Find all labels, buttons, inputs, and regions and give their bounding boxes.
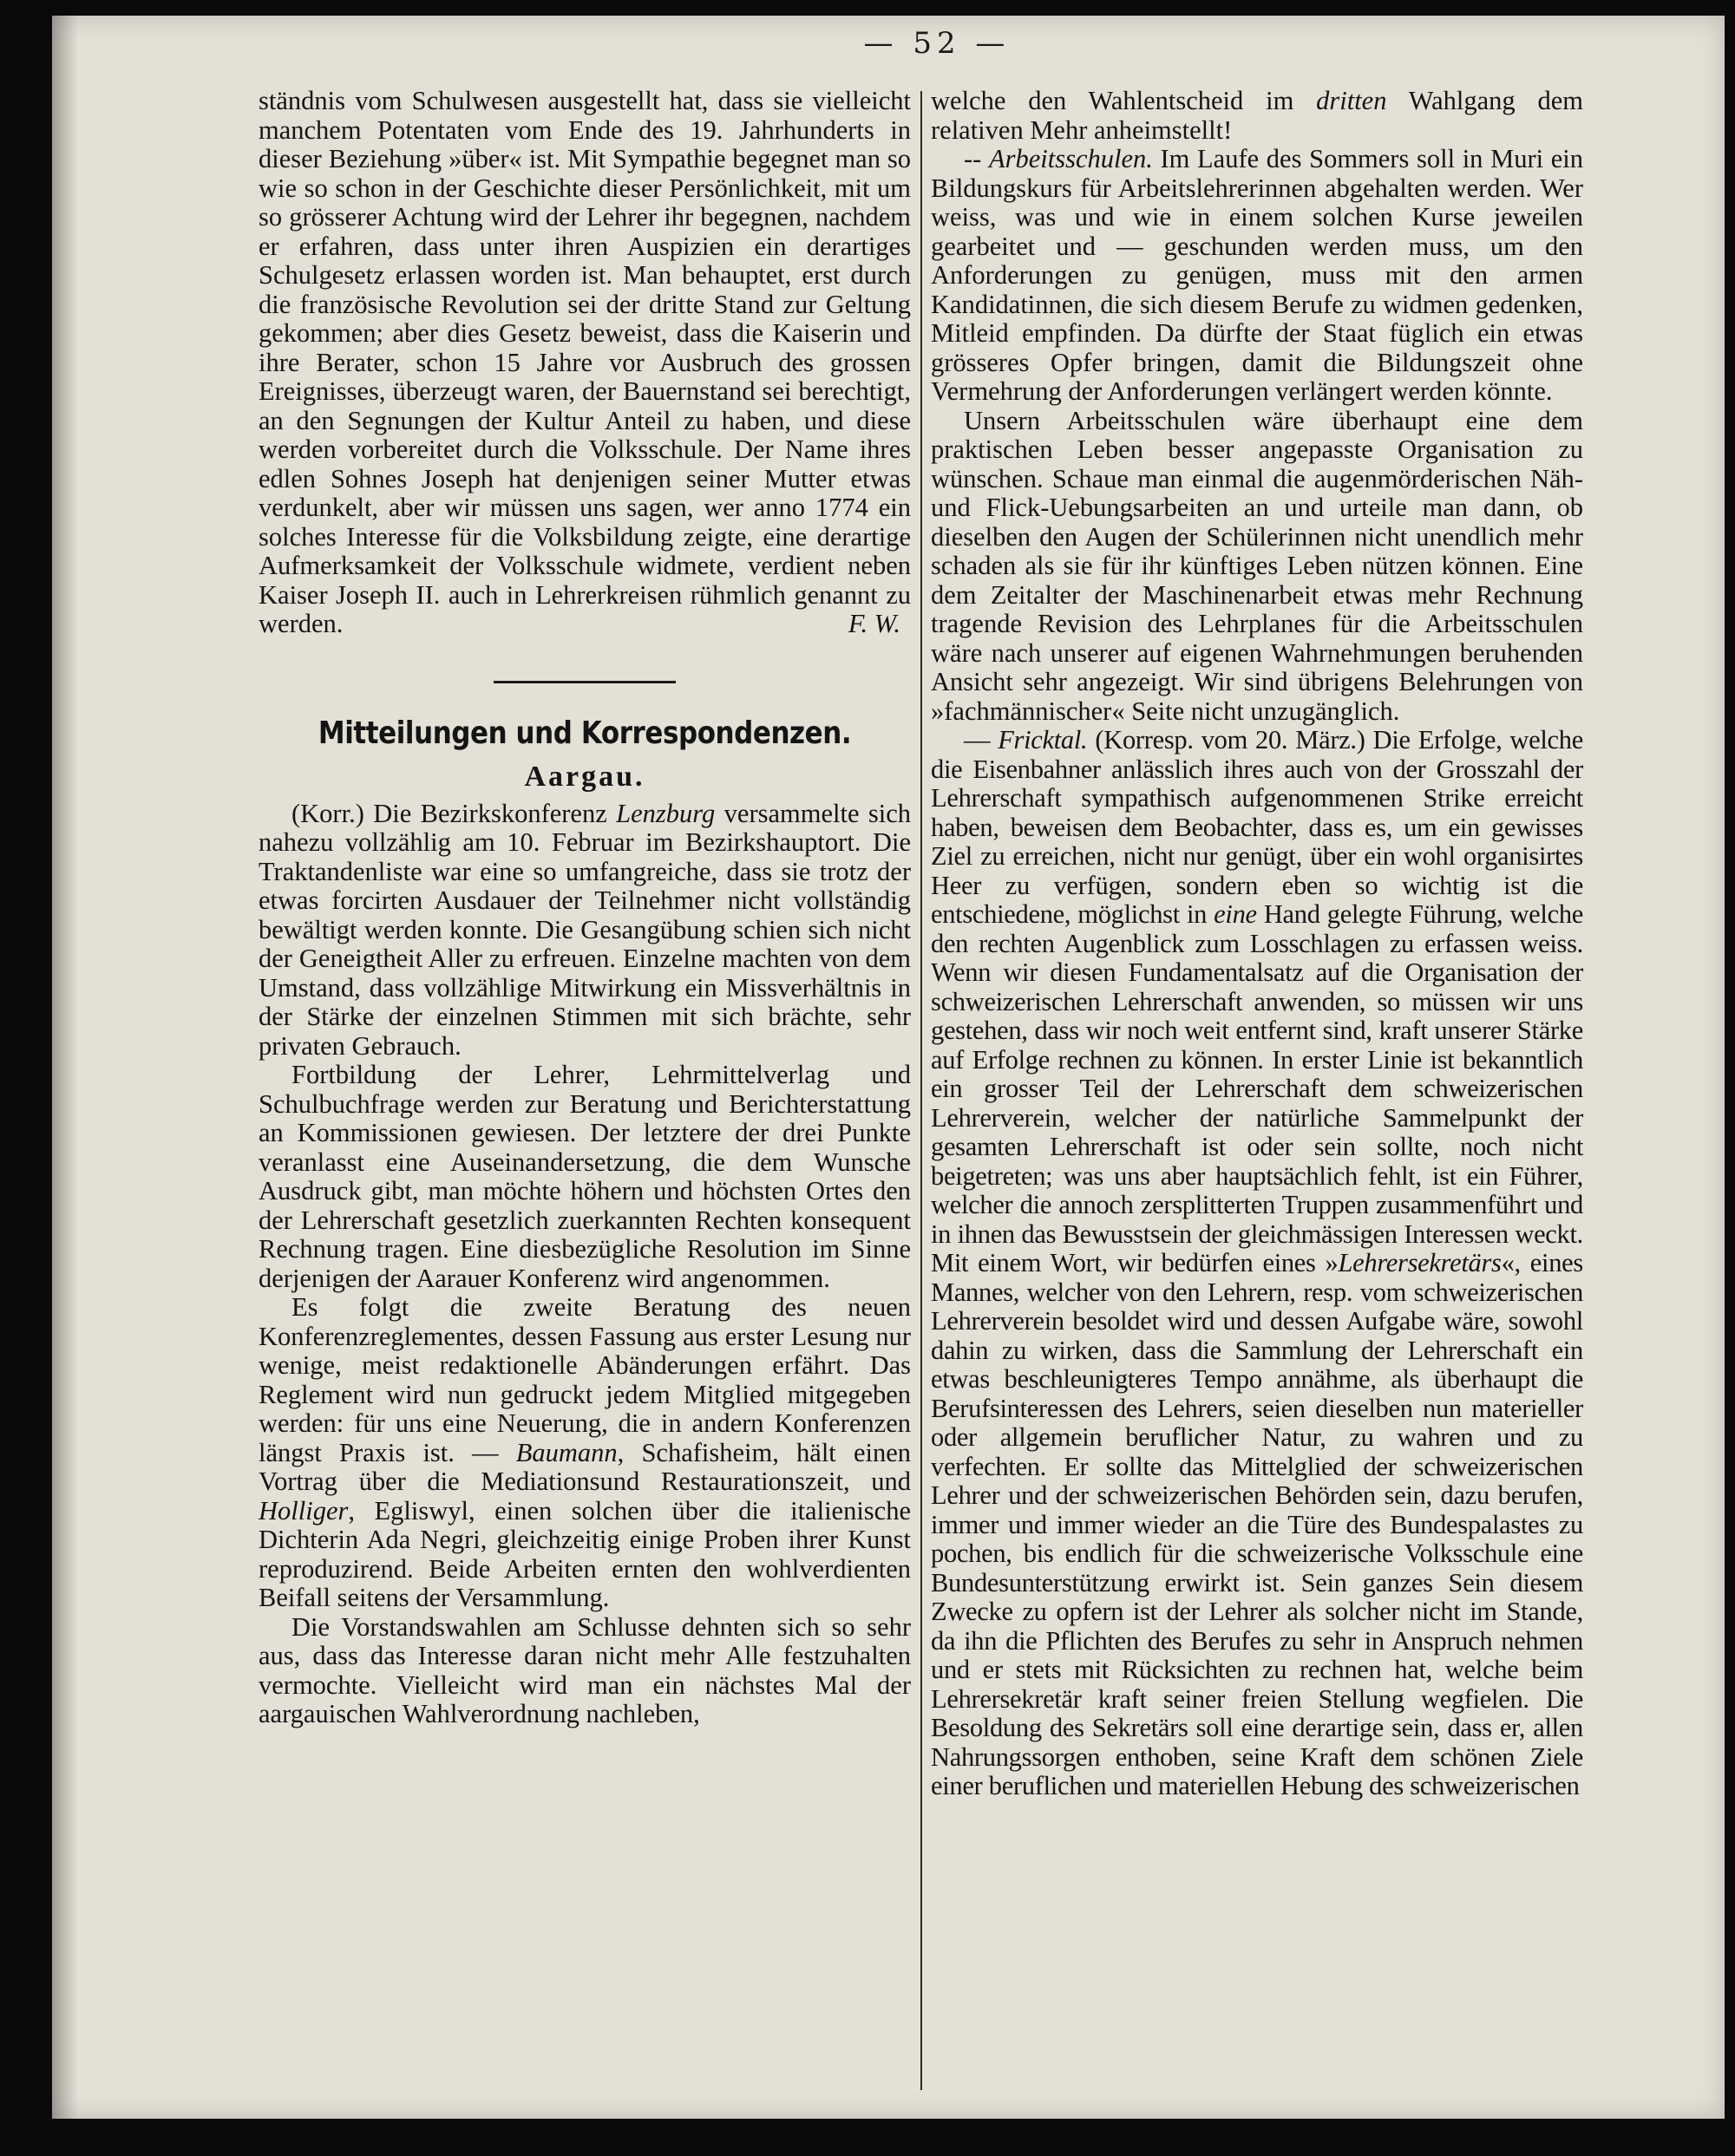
section-title: Mitteilungen und Korrespondenzen. (318, 715, 852, 751)
person-name: Baumann (515, 1437, 618, 1467)
paragraph-organisation: Unsern Arbeitsschulen wäre überhaupt eine dem praktischen Leben besser angepasste Organisation zu wünschen. Schaue man einmal die augenmörderischen Näh- und Flick-Uebungsarbeiten an und urteile man dann, ob dieselben den Augen der Schülerinnen nicht unendlich mehr schaden als sie für ihr künftiges Leben nützen können. Eine dem Zeitalter der Maschinenarbeit etwas mehr Rechnung tragende Revision des Lehrplanes für die Arbeitsschulen wäre nach unserer auf eigenen Wahrnehmungen beruhenden Ansicht sehr angezeigt. Wir sind übrigens Belehrungen von »fachmännischer« Seite nicht unzugänglich. (931, 405, 1583, 726)
place-name: Lenzburg (616, 798, 716, 828)
paragraph-arbeitsschulen: -- Arbeitsschulen. Im Laufe des Sommers soll in Muri ein Bildungskurs für Arbeitslehrerinnen abgehalten werden. Wer weiss, was und wie in einem solchen Kurse jeweilen gearbeitet und — geschunden werden muss, um den Anforderungen zu genügen, muss mit den armen Kandidatinnen, die sich diesem Berufe zu widmen gedenken, Mitleid empfinden. Da dürfte der Staat füglich ein etwas grösseres Opfer bringen, damit die Bildungszeit ohne Vermehrung der Anforderungen verlängert werden könnte. (931, 144, 1583, 406)
paragraph-fricktal: — Fricktal. (Korresp. vom 20. März.) Die Erfolge, welche die Eisenbahner anlässlich ihres auch von der Grosszahl der Lehrerschaft sympathisch aufgenommenen Strike erreicht haben, beweisen dem Beobachter, dass es, um ein gewisses Ziel zu erreichen, nicht nur genügt, über ein wohl organisirtes Heer zu verfügen, sondern eben so wichtig ist die entschiedene, möglichst in eine Hand gelegte Führung, welche den rechten Augenblick zum Losschlagen zu erfassen weiss. Wenn wir diesen Fundamentalsatz auf die Organisation der schweizerischen Lehrerschaft anwenden, so müssen wir uns gestehen, dass wir noch weit entfernt sind, kraft unserer Stärke auf Erfolge rechnen zu können. In erster Linie ist bekanntlich ein grosser Teil der Lehrerschaft dem schweizerischen Lehrerverein, welcher der natürliche Sammelpunkt der gesamten Lehrerschaft ist oder sein sollte, noch nicht beigetreten; was uns aber hauptsächlich fehlt, ist ein Führer, welcher die annoch zersplitterten Truppen zusammenführt und in ihnen das Bewusstsein der gleichmässigen Interessen weckt. Mit einem Wort, wir bedürfen eines »Lehrersekretärs«, eines Mannes, welcher von den Lehrern, resp. vom schweizerischen Lehrerverein besoldet wird und dessen Aufgabe wäre, sowohl dahin zu wirken, dass die Sammlung der Lehrerschaft ein etwas beschleunigteres Tempo annähme, als überhaupt die Berufsinteressen des Lehrers, seien dieselben nun materieller oder allgemein beruflicher Natur, zu wahren und zu verfechten. Er sollte das Mittelglied der schweizerischen Lehrer und der schweizerischen Behörden sein, dazu berufen, immer und immer wieder an die Türe des Bundespalastes zu pochen, bis endlich für die schweizerische Volksschule eine Bundesunterstützung erwirkt ist. Sein ganzes Sein diesem Zwecke zu opfern ist der Lehrer als solcher nicht im Stande, da ihn die Pflichten des Berufes zu sehr in Anspruch nehmen und er stets mit Rücksichten zu rechnen hat, welche beim Lehrersekretär kraft seiner freien Stellung wegfielen. Die Besoldung des Sekretärs soll eine derartige sein, dass er, allen Nahrungssorgen enthoben, seine Kraft dem schönen Ziele einer beruflichen und materiellen Hebung des schweizerischen (931, 725, 1584, 1800)
column-divider (920, 91, 922, 2090)
left-column (259, 87, 911, 1729)
section-divider (494, 681, 676, 683)
page-number: — 52 — (863, 26, 1011, 61)
signature: F. W. (848, 609, 900, 638)
right-column (931, 87, 1583, 1801)
canton-heading: Aargau. (524, 760, 645, 793)
paragraph-vorstandswahlen: Die Vorstandswahlen am Schlusse dehnten sich so sehr aus, dass das Interesse daran nicht mehr Alle festzuhalten vermochte. Vielleicht wird man ein nächstes Mal der aargauischen Wahlverordnung nachleben, (259, 1611, 911, 1728)
rubric-label: Arbeitsschulen. (988, 144, 1153, 173)
paragraph-reglement: Es folgt die zweite Beratung des neuen Konferenzreglementes, dessen Fassung aus erster Lesung nur wenige, meist redaktionelle Abänderungen erfährt. Das Reglement wird nun gedruckt jedem Mitglied mitgegeben werden: für uns eine Neuerung, die in andern Konferenzen längst Praxis ist. — Baumann, Schafisheim, hält einen Vortrag über die Mediationsund Restaurationszeit, und Holliger, Egliswyl, einen solchen über die italienische Dichterin Ada Negri, gleichzeitig einige Proben ihrer Kunst reproduzirend. Beide Arbeiten ernten den wohlverdienten Beifall seitens der Versammlung. (259, 1292, 912, 1612)
rubric-label: Fricktal. (998, 725, 1088, 755)
paragraph-schulwesen: ständnis vom Schulwesen ausgestellt hat, dass sie vielleicht manchem Potentaten vom Ende des 19. Jahrhunderts in dieser Beziehung »über« ist. Mit Sympathie begegnet man so wie so schon in der Geschichte dieser Persönlichkeit, mit um so grösserer Achtung wird der Lehrer ihr begegnen, nachdem er erfahren, dass unter ihren Auspizien ein derartiges Schulgesetz erlassen worden ist. Man behauptet, erst durch die französische Revolution sei der dritte Stand zur Geltung gekommen; aber dies Gesetz beweist, dass die Kaiserin und ihre Berater, schon 15 Jahre vor Ausbruch des grossen Ereignisses, überzeugt waren, der Bauernstand sei berechtigt, an den Segnungen der Kultur Anteil zu haben, und diese werden vorbereitet durch die Volksschule. Der Name ihres edlen Sohnes Joseph hat denjenigen seiner Mutter etwas verdunkelt, aber wir müssen uns sagen, wer anno 1774 ein solches Interesse für die Volksbildung zeigte, eine derartige Aufmerksamkeit der Volksschule widmete, verdient neben Kaiser Joseph II. auch in Lehrerkreisen rühmlich genannt zu werden. F. W. (259, 86, 911, 638)
paragraph-fortbildung: Fortbildung der Lehrer, Lehrmittelverlag und Schulbuchfrage werden zur Beratung und Berichterstattung an Kommissionen gewiesen. Der letztere der drei Punkte veranlasst eine Auseinandersetzung, die dem Wunsche Ausdruck gibt, man möchte höhern und höchsten Ortes den der Lehrerschaft gesetzlich zuerkannten Rechten konsequent Rechnung tragen. Eine diesbezügliche Resolution im Sinne derjenigen der Aarauer Konferenz wird angenommen. (259, 1060, 911, 1293)
paragraph-korr: (Korr.) Die Bezirkskonferenz Lenzburg versammelte sich nahezu vollzählig am 10. Februar im Bezirkshauptort. Die Traktandenliste war eine so umfangreiche, dass sie trotz der etwas forcirten Ausdauer der Teilnehmer nicht vollständig bewältigt werden konnte. Die Gesangübung schien sich nicht der Geneigtheit Aller zu erfreuen. Einzelne machten von dem Umstand, dass vollzählige Mitwirkung ein Missverhältnis in der Stärke der einzelnen Stimmen mit sich brächte, sehr privaten Gebrauch. (259, 798, 911, 1061)
person-name: Holliger (259, 1495, 349, 1526)
binding-shadow (52, 16, 78, 2119)
paragraph-wahlentscheid: welche den Wahlentscheid im dritten Wahlgang dem relativen Mehr anheimstellt! (931, 86, 1583, 145)
